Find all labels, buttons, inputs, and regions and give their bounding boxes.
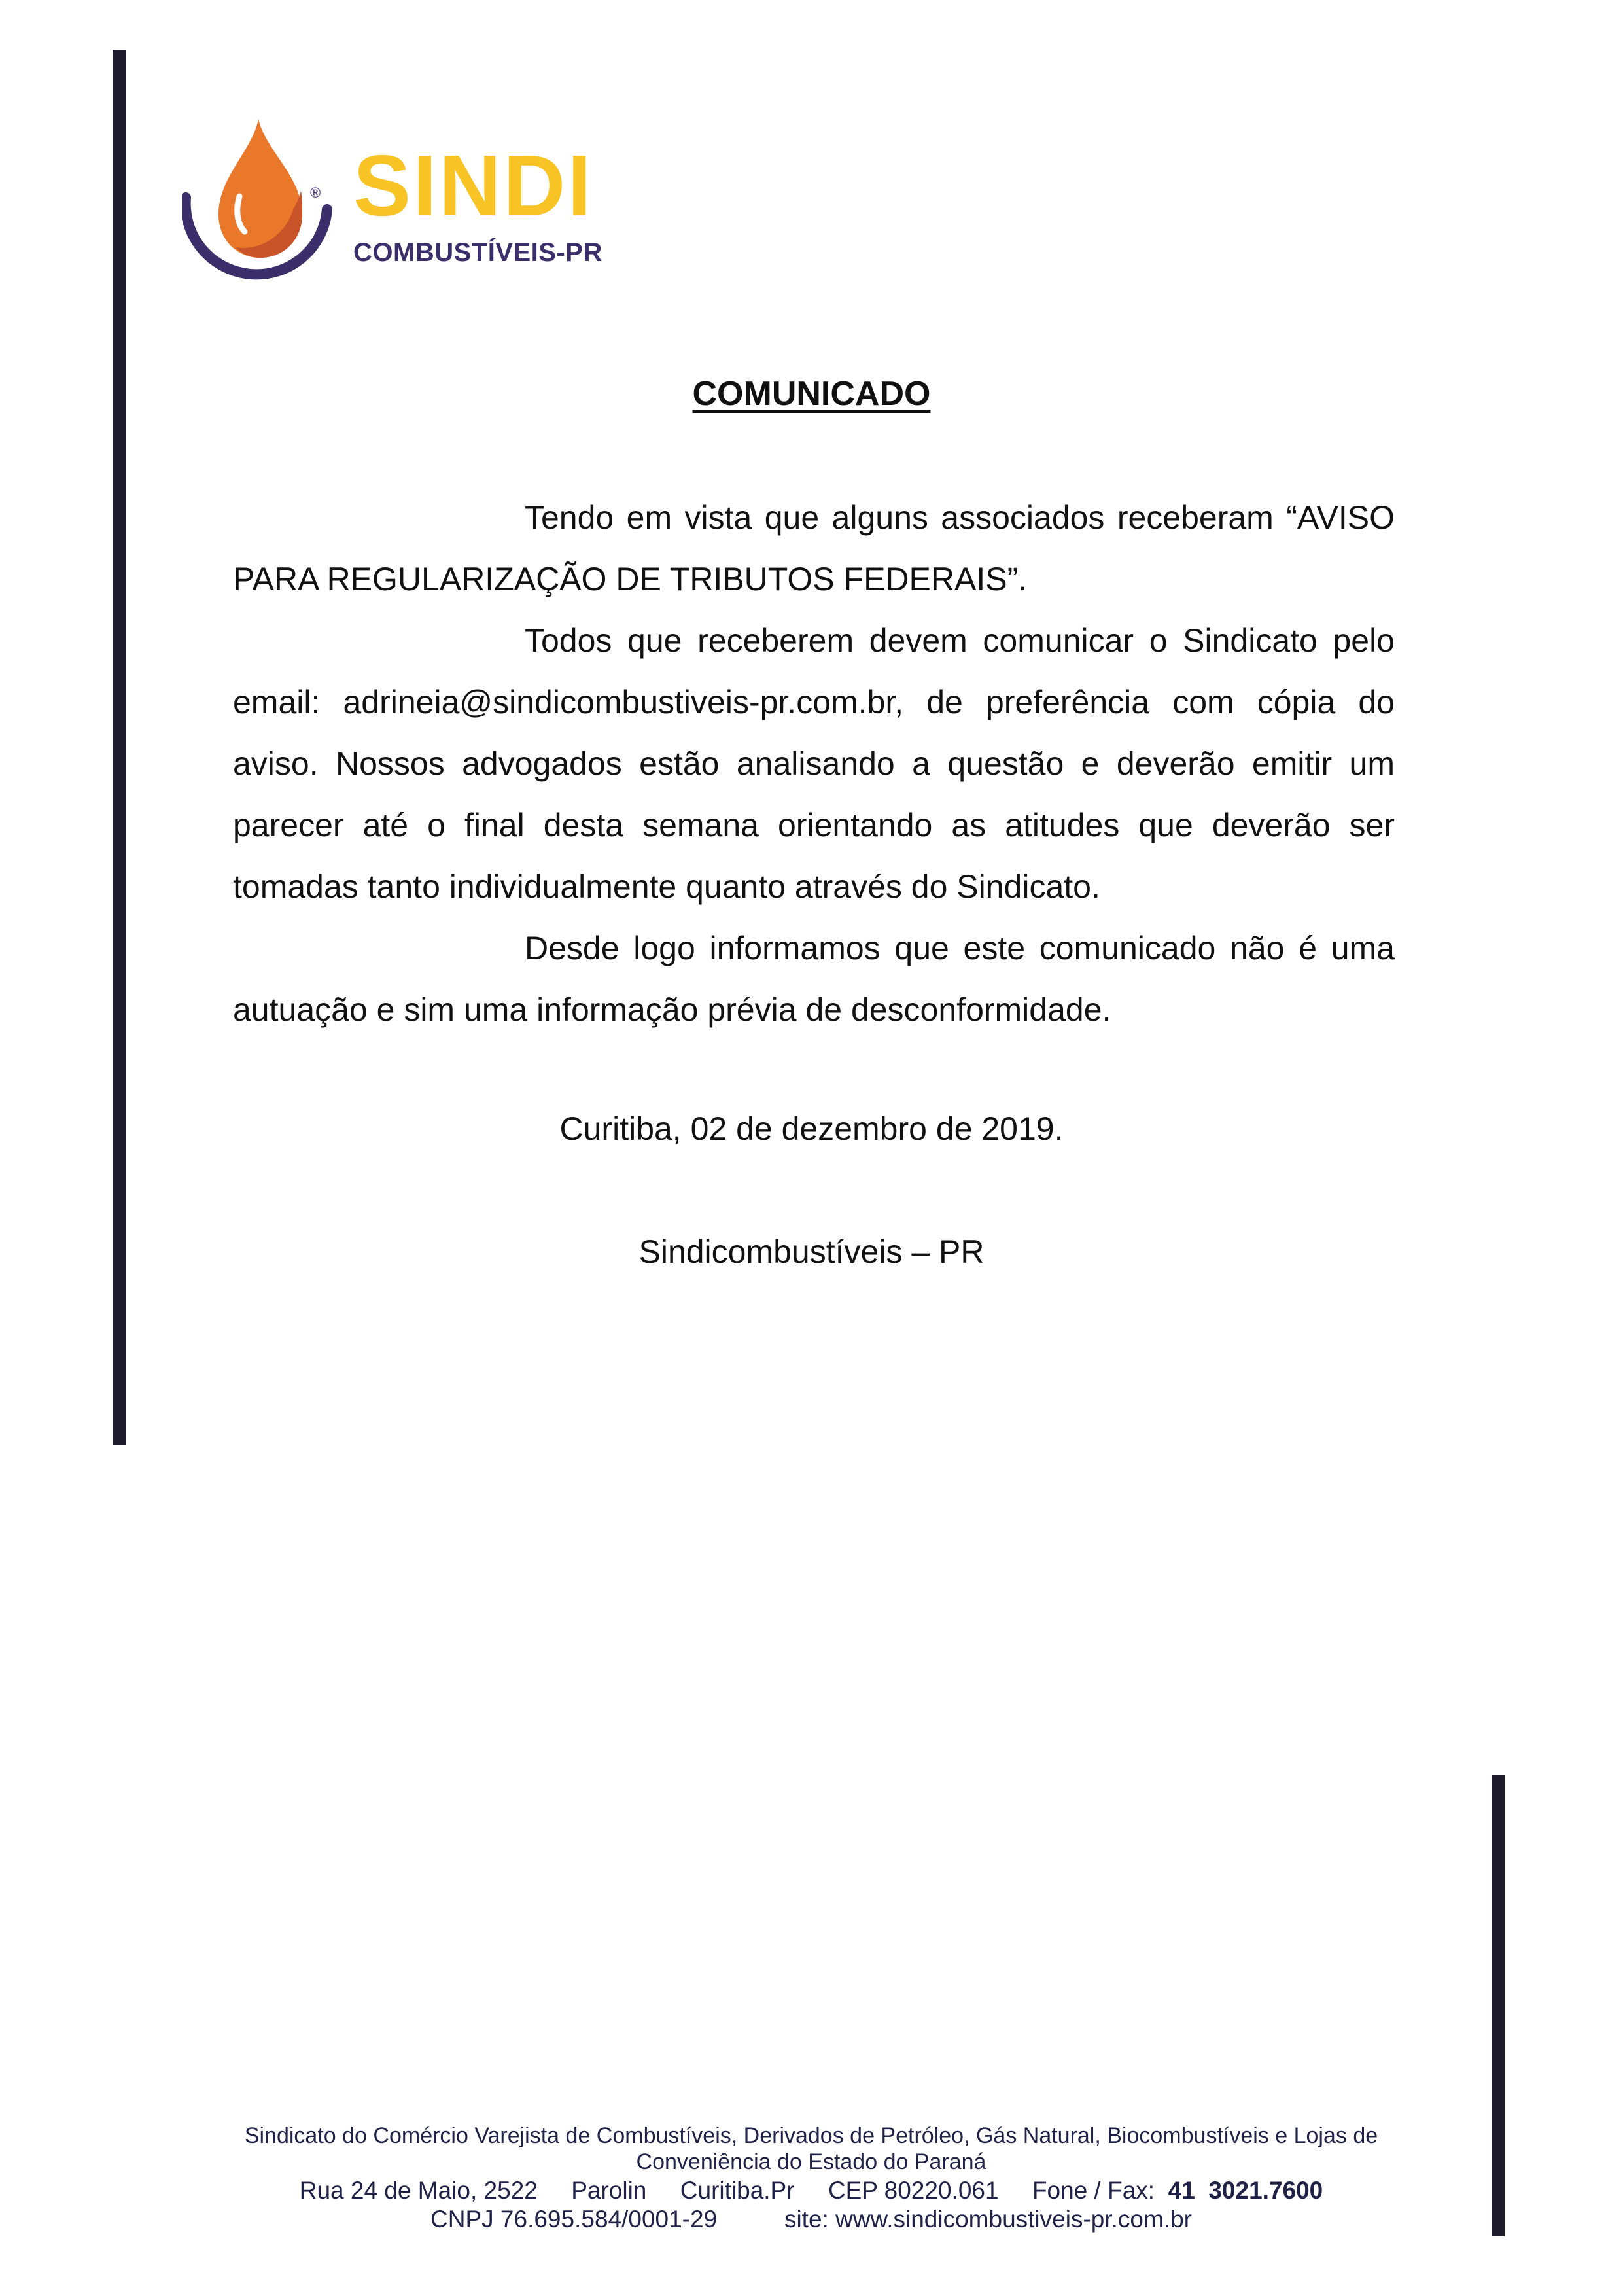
footer-entity: Sindicato do Comércio Varejista de Combustíveis, Derivados de Petróleo, Gás Natural, Biocombustíveis e Lojas de Conveniência do Estado do Paraná	[244, 2123, 1378, 2174]
date-line: Curitiba, 02 de dezembro de 2019.	[559, 1110, 1064, 1147]
paragraph-1: Tendo em vista que alguns associados receberam “AVISO PARA REGULARIZAÇÃO DE TRIBUTOS FEDERAIS”.	[233, 499, 1395, 597]
document-body	[233, 487, 1395, 1040]
footer-cnpj-site: CNPJ 76.695.584/0001-29 site: www.sindicombustiveis-pr.com.br	[430, 2206, 1192, 2233]
paragraph-3: Desde logo informamos que este comunicado não é uma autuação e sim uma informação prévia de desconformidade.	[233, 930, 1395, 1028]
footer-phone: 41 3021.7600	[1168, 2177, 1323, 2204]
sindi-logo	[182, 111, 607, 288]
footer-address	[196, 2176, 1426, 2205]
footer	[196, 2123, 1426, 2234]
paragraph-2: Todos que receberem devem comunicar o Sindicato pelo email: adrineia@sindicombustiveis-pr.com.br, de preferência com cópia do aviso. Nossos advogados estão analisando a questão e deverão emitir um parecer até o final desta semana orientando as atitudes que deverão ser tomadas tanto individualmente quanto através do Sindicato.	[233, 622, 1395, 905]
right-decorative-bar	[1492, 1775, 1505, 2236]
logo-subtitle: COMBUSTÍVEIS-PR	[353, 238, 602, 267]
registered-mark: ®	[310, 185, 321, 201]
signature: Sindicombustíveis – PR	[638, 1233, 985, 1270]
document-title: COMUNICADO	[692, 375, 931, 413]
logo-wordmark: SINDI	[353, 137, 594, 234]
footer-address-text: Rua 24 de Maio, 2522 Parolin Curitiba.Pr CEP 80220.061 Fone / Fax:	[299, 2177, 1168, 2204]
